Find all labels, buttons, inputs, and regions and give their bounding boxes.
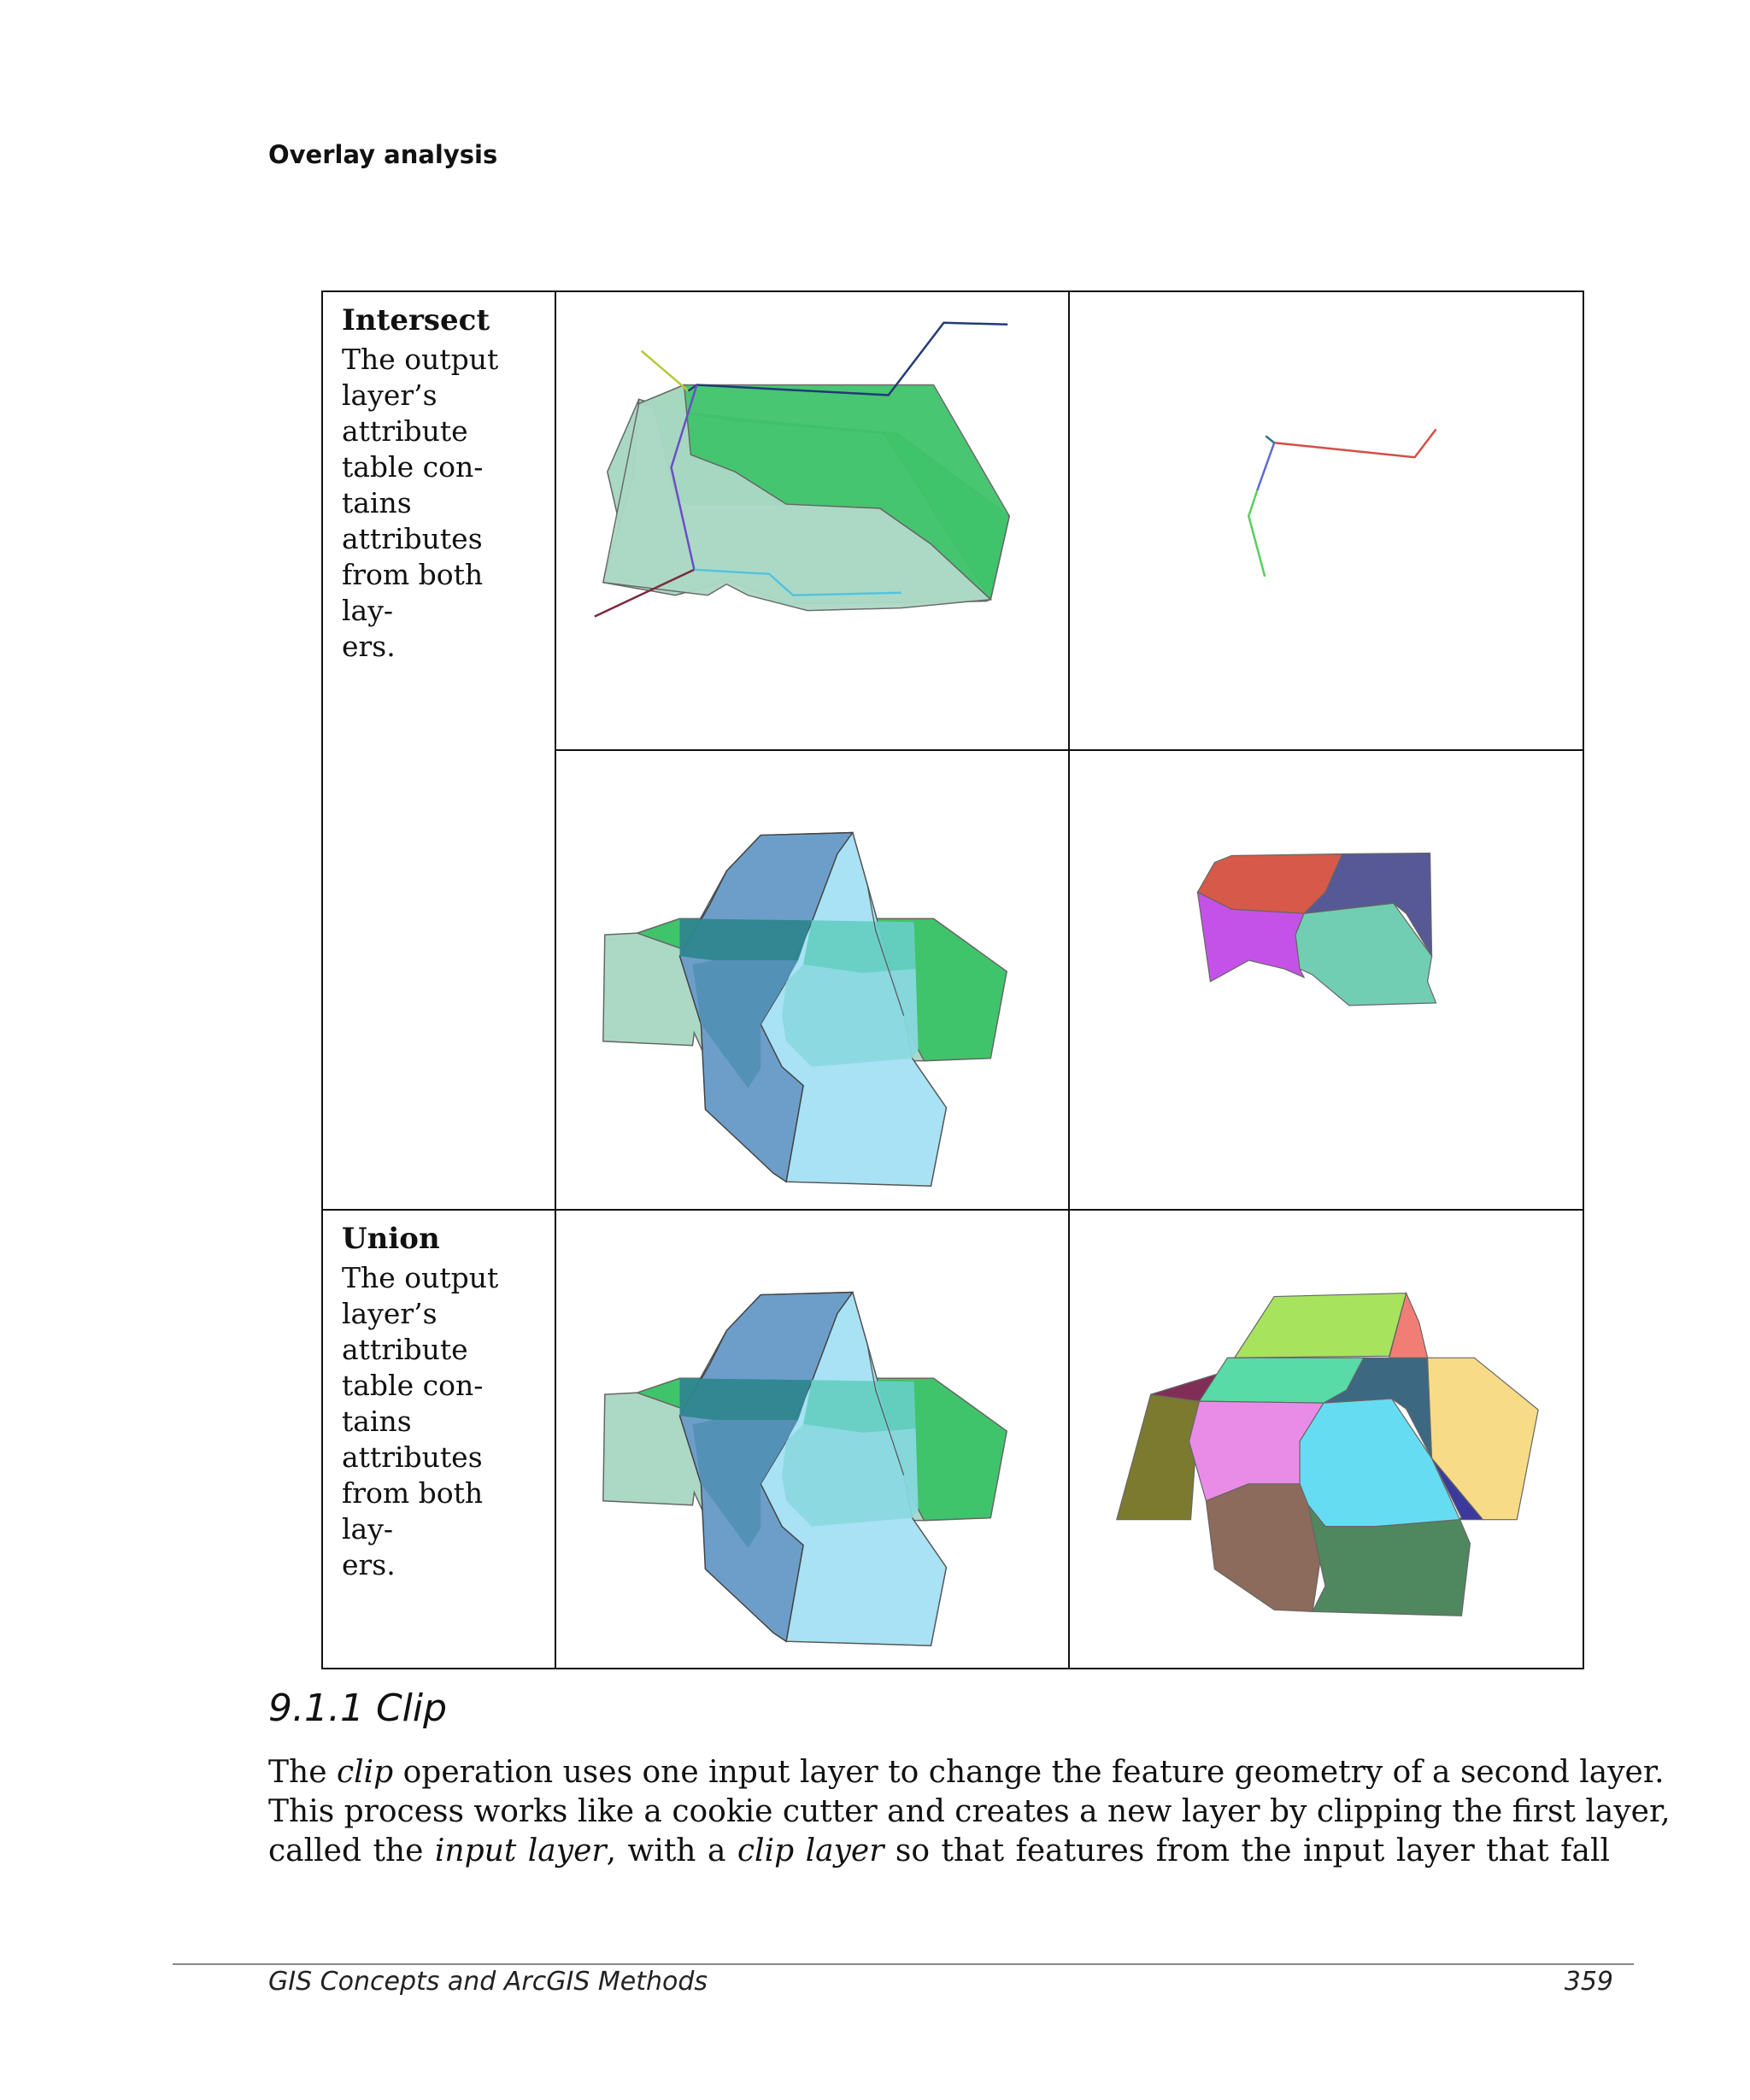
union-label: Union <box>342 1221 440 1256</box>
section-heading: 9.1.1 Clip <box>268 1686 448 1730</box>
footer-book-title: GIS Concepts and ArcGIS Methods <box>268 1967 708 1997</box>
body-line-3: called the input layer, with a clip layer so that features from the input layer that fall <box>268 1833 1610 1868</box>
body-line-2: This process works like a cookie cutter and creates a new layer by clipping the first layer, <box>268 1794 1671 1829</box>
intersect-lines-input-figure <box>556 292 1068 748</box>
table-row <box>322 1210 1583 1669</box>
table-row <box>322 291 1583 750</box>
intersect-description: The output layer’s attribute table con- tains attributes from both lay- ers. <box>342 343 499 663</box>
intersect-polygons-output-cell <box>1069 750 1583 1209</box>
intersect-description-cell <box>322 291 555 1210</box>
intersect-lines-input-cell <box>555 291 1069 750</box>
page-number: 359 <box>1564 1967 1613 1997</box>
union-description-cell <box>322 1210 555 1669</box>
intersect-lines-output-figure <box>1070 292 1583 748</box>
union-polygons-output-figure <box>1070 1211 1583 1666</box>
overlay-operations-table <box>321 290 1584 1669</box>
intersect-polygons-output-figure <box>1070 751 1583 1206</box>
running-header: Overlay analysis <box>268 140 498 169</box>
union-polygons-input-figure <box>556 1211 1068 1666</box>
union-description: The output layer’s attribute table con- tains attributes from both lay- ers. <box>342 1260 499 1581</box>
intersect-label: Intersect <box>342 303 490 337</box>
union-polygons-input-cell <box>555 1210 1069 1669</box>
intersect-polygons-input-figure <box>556 751 1068 1206</box>
footer-divider <box>173 1963 1634 1965</box>
body-line-1: The clip operation uses one input layer to change the feature geometry of a second layer. <box>268 1755 1665 1790</box>
union-polygons-output-cell <box>1069 1210 1583 1669</box>
intersect-polygons-input-cell <box>555 750 1069 1209</box>
intersect-lines-output-cell <box>1069 291 1583 750</box>
body-paragraph <box>268 1753 1671 1871</box>
